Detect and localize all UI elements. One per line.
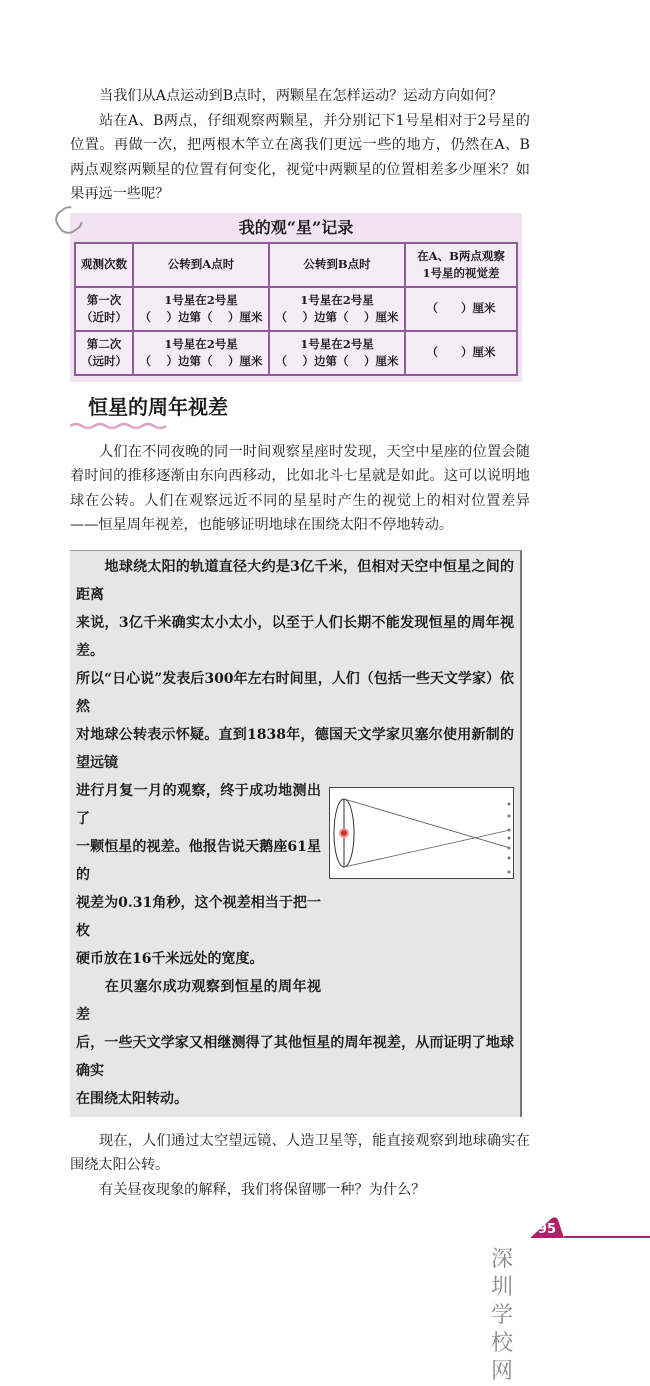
page-column	[70, 0, 557, 1384]
table-cell: 1号星在2号星 （ ）边第（ ）厘米	[133, 287, 269, 331]
parallax-text: 人们在不同夜晚的同一时间观察星座时发现，天空中星座的位置会随着时间的推移逐渐由东向西移动，比如北斗七星就是如此。这可以说明地球在公转。人们在观察远近不同的星星时产生的视觉上的相对位置差异——恒星周年视差，也能够证明地球在围绕太阳不停地转动。	[70, 443, 530, 533]
box-middle	[76, 777, 514, 1029]
table-row	[75, 287, 517, 331]
header-cell: 公转到B点时	[269, 243, 405, 287]
table-cell: 1号星在2号星 （ ）边第（ ）厘米	[269, 331, 405, 375]
table-header-row	[75, 243, 517, 287]
wavy-underline-icon	[70, 422, 170, 430]
box-line: 进行月复一月的观察，终于成功地测出了	[76, 782, 321, 827]
header-cell: 观测次数	[75, 243, 133, 287]
table-cell: （ ）厘米	[405, 287, 517, 331]
box-line: 来说，3亿千米确实太小太小，以至于人们长期不能发现恒星的周年视差。	[76, 614, 514, 659]
parallax-diagram	[329, 787, 514, 879]
table-cell: 第一次 （近时）	[75, 287, 133, 331]
box-text-bottom	[76, 1029, 514, 1113]
closing-text	[70, 1129, 530, 1203]
header-cell: 在A、B两点观察 1号星的视觉差	[405, 243, 517, 287]
box-line: 一颗恒星的视差。他报告说天鹅座61星的	[76, 838, 321, 883]
intro-instructions: 站在A、B两点，仔细观察两颗星，并分别记下1号星相对于2号星的位置。再做一次，把两根木竿立在离我们更远一些的地方，仍然在A、B两点观察两颗星的位置有何变化，视觉中两颗星的位置相差多少厘米？如果再远一些呢？	[70, 112, 530, 202]
closing-paragraph: 现在，人们通过太空望远镜、人造卫星等，能直接观察到地球确实在围绕太阳公转。	[70, 1132, 530, 1173]
observation-table	[74, 242, 518, 376]
section-title: 恒星的周年视差	[88, 394, 228, 419]
parallax-paragraph	[70, 440, 530, 538]
box-line: 对地球公转表示怀疑。直到1838年，德国天文学家贝塞尔使用新制的望远镜	[76, 726, 514, 771]
section-heading	[70, 394, 530, 436]
box-line: 后，一些天文学家又相继测得了其他恒星的周年视差，从而证明了地球确实	[76, 1034, 514, 1079]
box-text-side	[76, 777, 321, 1029]
table-cell: （ ）厘米	[405, 331, 517, 375]
box-line: 在贝塞尔成功观察到恒星的周年视差	[76, 978, 321, 1023]
header-cell: 公转到A点时	[133, 243, 269, 287]
intro-text	[70, 84, 530, 207]
record-title: 我的观“星”记录	[238, 217, 354, 237]
intro-question: 当我们从A点运动到B点时，两颗星在怎样运动？运动方向如何？	[99, 88, 503, 104]
reading-box	[70, 550, 522, 1117]
table-cell: 1号星在2号星 （ ）边第（ ）厘米	[133, 331, 269, 375]
parallax-diagram-icon	[330, 788, 513, 878]
table-cell: 1号星在2号星 （ ）边第（ ）厘米	[269, 287, 405, 331]
table-row	[75, 331, 517, 375]
page-number-tab	[530, 1216, 650, 1238]
page-footer	[70, 1216, 557, 1384]
observation-record-panel	[70, 213, 522, 382]
box-line: 硬币放在16千米远处的宽度。	[76, 950, 264, 967]
closing-question: 有关昼夜现象的解释，我们将保留哪一种？为什么？	[99, 1181, 426, 1198]
box-line: 地球绕太阳的轨道直径大约是3亿千米，但相对天空中恒星之间的距离	[76, 558, 514, 603]
watermark: 深圳学校网	[485, 1246, 530, 1386]
box-line: 视差为0.31角秒，这个视差相当于把一枚	[76, 894, 321, 939]
box-line: 所以“日心说”发表后300年左右时间里，人们（包括一些天文学家）依然	[76, 670, 514, 715]
box-text-top	[76, 553, 514, 777]
page-number: 95	[538, 1222, 557, 1237]
box-line: 在围绕太阳转动。	[76, 1090, 188, 1107]
table-cell: 第二次 （远时）	[75, 331, 133, 375]
